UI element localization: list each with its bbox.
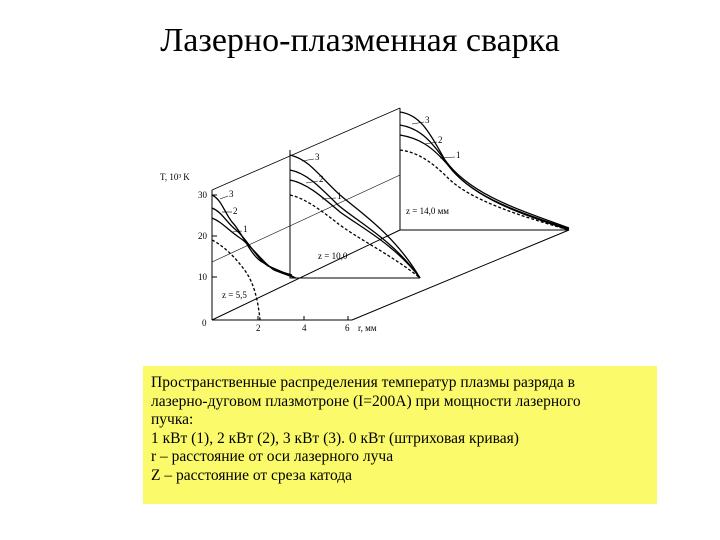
z-label-middle: z = 10,0	[318, 251, 348, 261]
y-tick-label-30: 30	[198, 190, 207, 200]
depth-line-bottom-left	[212, 230, 400, 320]
front-curve-3	[212, 195, 292, 275]
back-label-2: 2	[438, 135, 443, 145]
front-label-3: 3	[229, 189, 234, 199]
caption-line-1: Пространственные распределения температур плазмы разряда в	[151, 374, 575, 391]
x-tick-label-2: 2	[256, 323, 261, 333]
depth-line-mid	[212, 175, 400, 262]
x-axis-label: r, мм	[358, 323, 377, 333]
z-label-front: z = 5,5	[222, 290, 247, 300]
caption-line-2: лазерно-дуговом плазмотроне (I=200A) при мощности лазерного	[151, 392, 581, 410]
back-label-3: 3	[425, 115, 430, 125]
z-label-back: z = 14,0 мм	[406, 206, 449, 216]
caption-line-5: r – расстояние от оси лазерного луча	[151, 448, 394, 466]
y-tick-label-10: 10	[198, 272, 207, 282]
x-tick-label-6: 6	[345, 323, 350, 333]
back-curve-0	[400, 150, 569, 230]
front-label-1: 1	[243, 224, 248, 234]
caption-line-6: Z – расстояние от среза катода	[151, 466, 353, 484]
mid-label-1: 1	[337, 191, 342, 201]
y-tick-label-20: 20	[198, 231, 207, 241]
front-label-2: 2	[233, 206, 238, 216]
curves-front-plane	[212, 195, 296, 320]
caption-line-3: пучка:	[151, 411, 194, 429]
mid-label-3: 3	[315, 152, 320, 162]
mid-label-2: 2	[319, 174, 324, 184]
front-curve-2	[212, 208, 294, 277]
x-tick-label-4: 4	[302, 323, 307, 333]
depth-line-top	[212, 108, 400, 190]
caption-line-4: 1 кВт (1), 2 кВт (2), 3 кВт (3). 0 кВт (штриховая кривая)	[151, 429, 519, 447]
slide-title: Лазерно-плазменная сварка	[160, 22, 560, 59]
y-tick-label-0: 0	[202, 318, 207, 328]
caption-box	[143, 366, 657, 504]
back-label-1: 1	[456, 150, 461, 160]
y-axis-label: T, 10³ K	[160, 172, 190, 182]
